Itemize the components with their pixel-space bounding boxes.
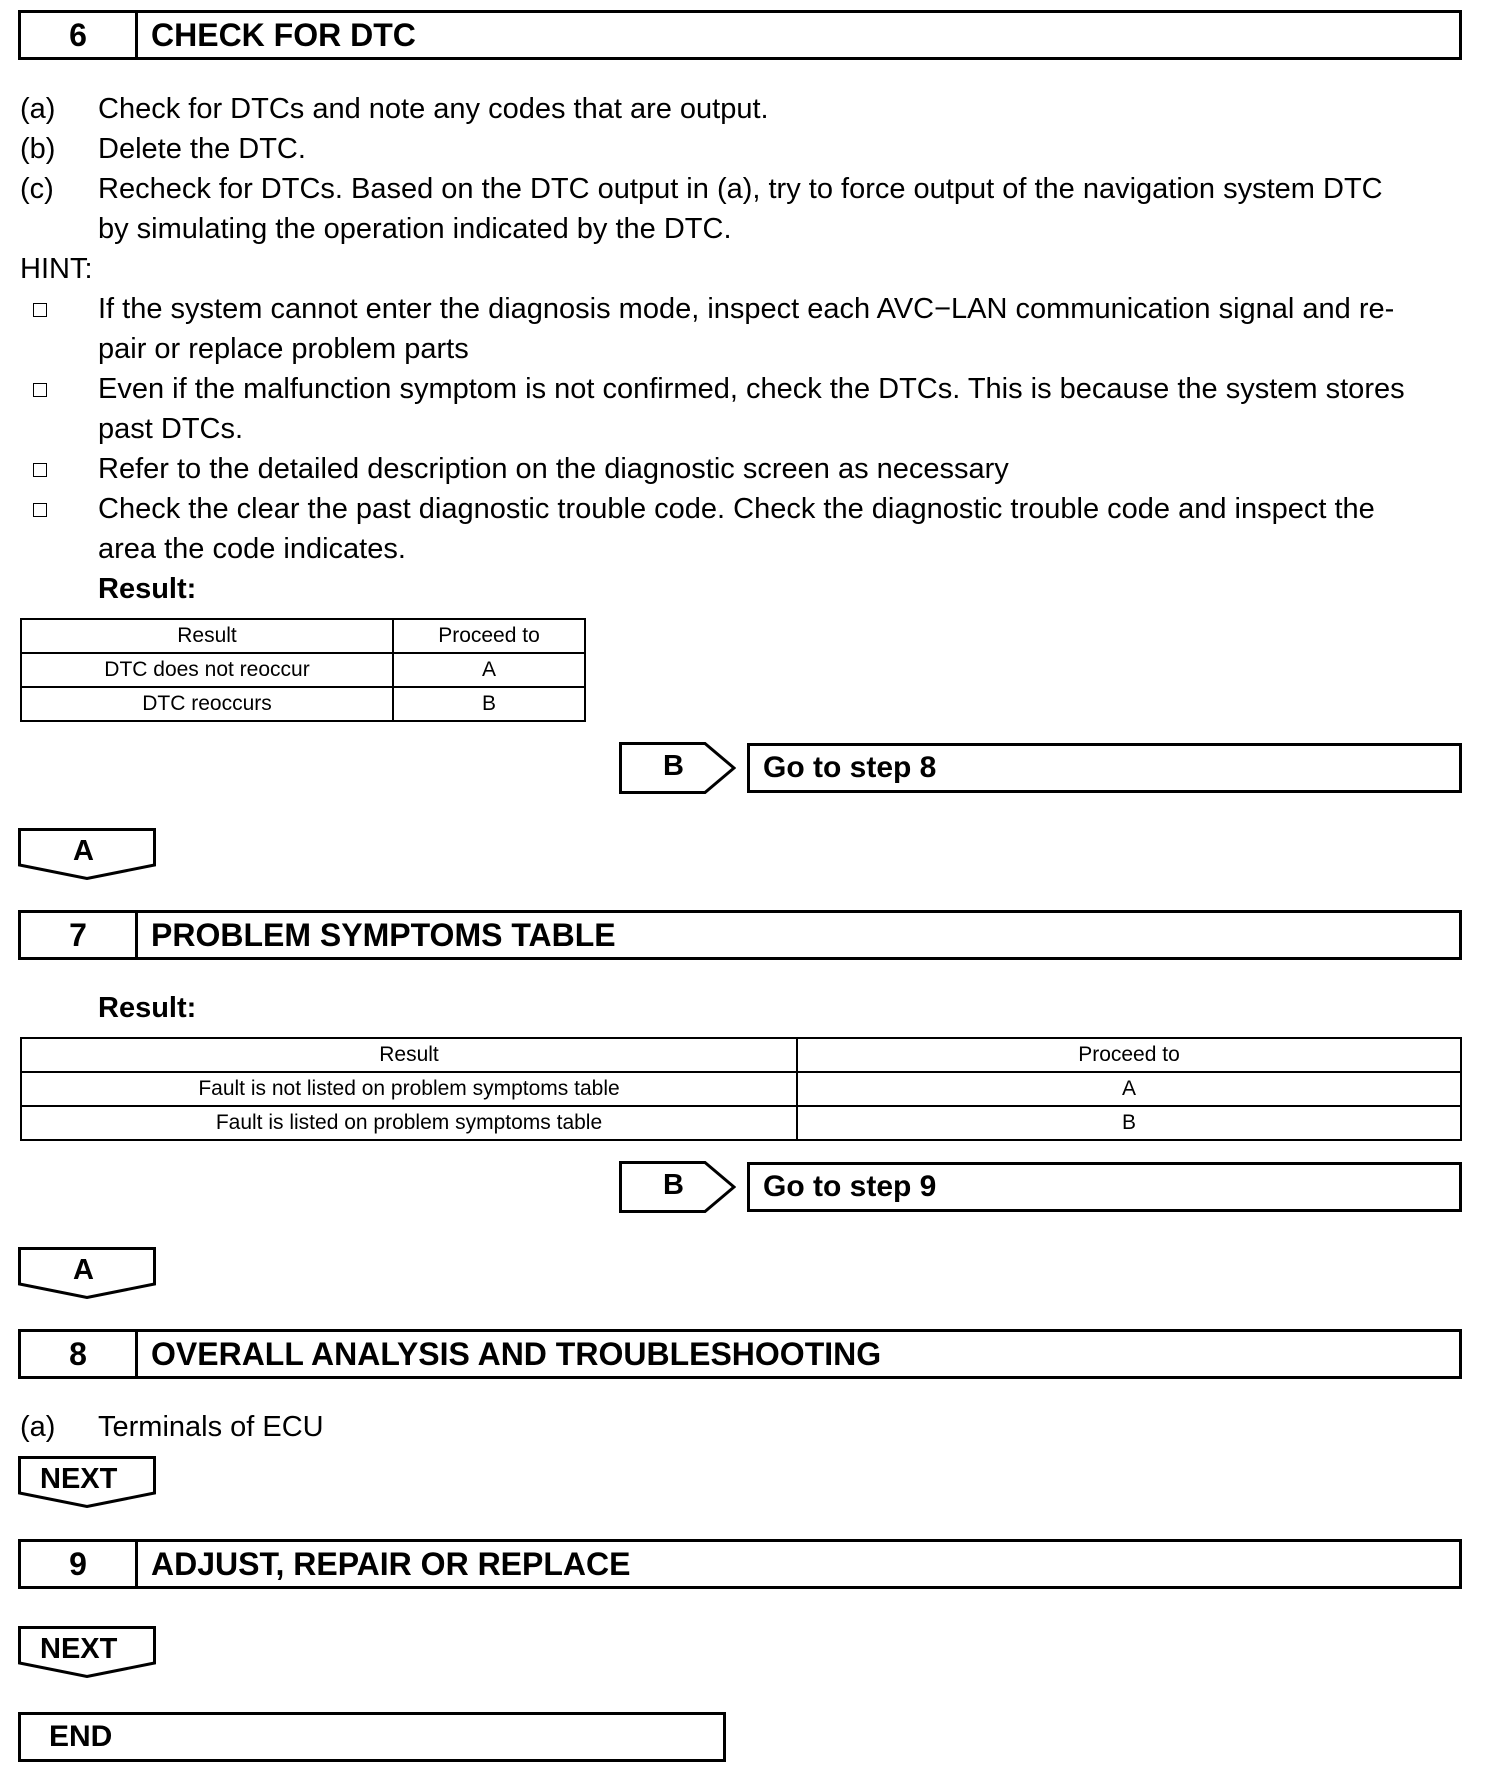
branch-label: B: [663, 750, 684, 782]
table-cell: DTC does not reoccur: [21, 653, 393, 687]
branch-b-arrow[interactable]: [619, 742, 736, 794]
table-cell: Fault is listed on problem symptoms table: [21, 1106, 797, 1140]
table-header-row: [21, 1038, 1461, 1072]
step-7-header: [18, 910, 1462, 960]
table-row: [21, 653, 585, 687]
step-title: PROBLEM SYMPTOMS TABLE: [151, 916, 616, 953]
checkbox-bullet-icon: [33, 383, 47, 397]
branch-label: B: [663, 1169, 684, 1201]
table-cell: B: [797, 1106, 1461, 1140]
table-row: [21, 1106, 1461, 1140]
branch-a-tab[interactable]: [18, 828, 156, 880]
table-row: [21, 687, 585, 721]
step-title: CHECK FOR DTC: [151, 16, 416, 53]
goto-step-8[interactable]: Go to step 8: [747, 743, 1462, 793]
step-number: 9: [21, 1542, 138, 1586]
table-cell: A: [797, 1072, 1461, 1106]
table-cell: A: [393, 653, 585, 687]
table-header: Proceed to: [393, 619, 585, 653]
next-label: NEXT: [40, 1463, 118, 1495]
item-text: Delete the DTC.: [98, 133, 306, 165]
step-title: OVERALL ANALYSIS AND TROUBLESHOOTING: [151, 1335, 882, 1372]
next-label: NEXT: [40, 1633, 118, 1665]
result-table: [20, 618, 586, 722]
table-cell: B: [393, 687, 585, 721]
checkbox-bullet-icon: [33, 463, 47, 477]
branch-label: A: [73, 835, 94, 867]
next-tab[interactable]: [18, 1626, 156, 1678]
branch-a-tab[interactable]: [18, 1247, 156, 1299]
end-box: END: [18, 1712, 726, 1762]
step-number: 6: [21, 13, 138, 57]
checkbox-bullet-icon: [33, 503, 47, 517]
goto-step-9[interactable]: Go to step 9: [747, 1162, 1462, 1212]
branch-b-arrow[interactable]: [619, 1161, 736, 1213]
item-text: Terminals of ECU: [98, 1411, 324, 1443]
table-header: Result: [21, 619, 393, 653]
step-number: 7: [21, 913, 138, 957]
step-6-header: [18, 10, 1462, 60]
table-row: [21, 1072, 1461, 1106]
item-text: Check for DTCs and note any codes that are output.: [98, 93, 769, 125]
item-text: Recheck for DTCs. Based on the DTC output in (a), try to force output of the navigation system DTC: [98, 173, 1383, 205]
branch-label: A: [73, 1254, 94, 1286]
item-label: (c): [20, 173, 54, 205]
table-header: Result: [21, 1038, 797, 1072]
table-header-row: [21, 619, 585, 653]
item-label: (a): [20, 1411, 56, 1443]
next-tab[interactable]: [18, 1456, 156, 1508]
step-8-header: [18, 1329, 1462, 1379]
result-table: [20, 1037, 1462, 1141]
step-title: ADJUST, REPAIR OR REPLACE: [151, 1545, 631, 1582]
step-number: 8: [21, 1332, 138, 1376]
item-label: (b): [20, 133, 56, 165]
table-cell: Fault is not listed on problem symptoms table: [21, 1072, 797, 1106]
step-9-header: [18, 1539, 1462, 1589]
item-text: by simulating the operation indicated by the DTC.: [98, 213, 732, 245]
checkbox-bullet-icon: [33, 303, 47, 317]
table-cell: DTC reoccurs: [21, 687, 393, 721]
table-header: Proceed to: [797, 1038, 1461, 1072]
item-label: (a): [20, 93, 56, 125]
